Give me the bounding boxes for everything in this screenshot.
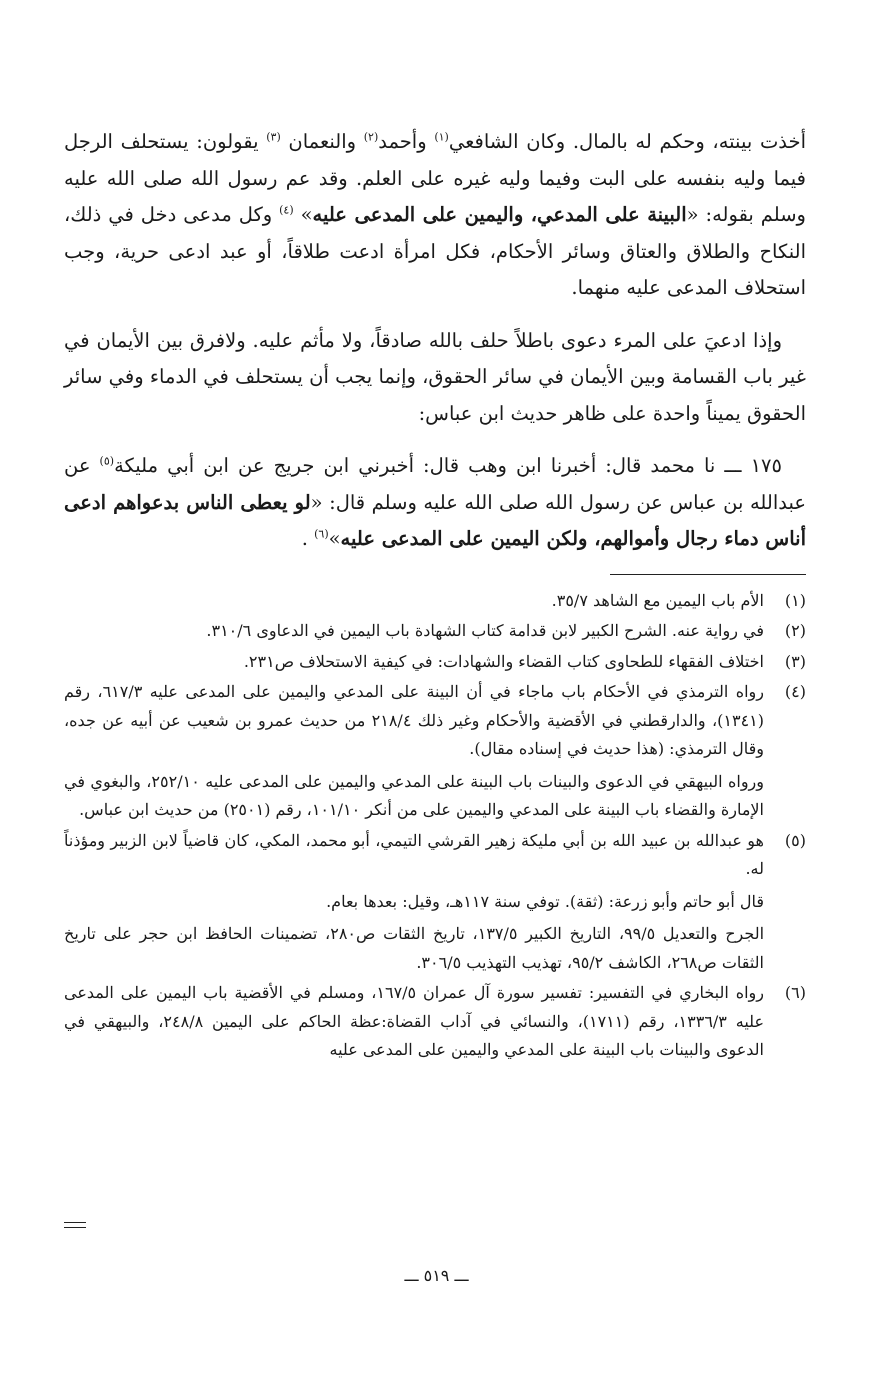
footnote-text: الجرح والتعديل ٩٩/٥، التاريخ الكبير ١٣٧/٥، تاريخ الثقات ص٢٨٠، تضمينات الحافظ ابن حجر على تاريخ الثقات ص٢٦٨، الكاشف ٩٥/٢، تهذيب التهذيب ٣٠٦/٥. — [64, 924, 765, 972]
paragraph-3: ١٧٥ ـــ نا محمد قال: أخبرنا ابن وهب قال: أخبرني ابن جريج عن ابن أبي مليكة$^{(٥)}$ عن عبدالله بن عباس عن رسول الله صلى الله عليه وسلم قال: «لو يعطى الناس بدعواهم ادعى أناس دماء رجال وأموالهم، ولكن اليمين على المدعى عليه»$^{(٦)}$ . — [64, 454, 806, 550]
paragraph-2: وإذا ادعيَ على المرء دعوى باطلاً حلف بالله صادقاً، ولا مأثم عليه. ولافرق بين الأيمان في غير باب القسامة وبين الأيمان في سائر الحقوق، وإنما يجب أن يستحلف في الدماء وفي سائر الحقوق يميناً واحدة على ظاهر حديث ابن عباس: — [64, 328, 806, 425]
footnote-text: ورواه البيهقي في الدعوى والبينات باب البينة على المدعي واليمين على المدعى عليه ٢٥٢/١٠، والبغوي في الإمارة والقضاء باب البينة على المدعي واليمين على من أنكر ١٠١/١٠، رقم (٢٥٠١) من حديث ابن عباس. — [64, 771, 765, 819]
footnote-body — [64, 617, 764, 646]
footnote-text: رواه الترمذي في الأحكام باب ماجاء في أن البينة على المدعي واليمين على المدعى عليه ٦١٧/٣، رقم (١٣٤١)، والدارقطني في الأقضية والأحكام وغير ذلك ٢١٨/٤ من حديث عمرو بن شعيب عن أبيه عن جده، وقال الترمذي: (هذا حديث في إسناده مقال). — [64, 682, 765, 758]
footnote — [64, 617, 806, 646]
footnote-body — [64, 648, 764, 677]
footnote — [64, 678, 806, 825]
footnote-body — [64, 979, 764, 1065]
footnote — [64, 587, 806, 616]
footnote-text: هو عبدالله بن عبيد الله بن أبي مليكة زهير القرشي التيمي، أبو محمد، المكي، كان قاضياً لابن الزبير ومؤذناً له. — [64, 830, 764, 878]
paragraph-1: أخذت بينته، وحكم له بالمال. وكان الشافعي$^{(١)}$ وأحمد$^{(٢)}$ والنعمان $^{(٣)}$ يقولون: يستحلف الرجل فيما وليه بنفسه على البت وفيما وليه غيره على العلم. وقد عم رسول الله صلى الله عليه وسلم بقوله: «البينة على المدعي، واليمين على المدعى عليه» $^{(٤)}$ وكل مدعى دخل في ذلك، النكاح والطلاق والعتاق وسائر الأحكام، فكل امرأة ادعت طلاقاً، أو عبد ادعى حرية، وجب استحلاف المدعى عليه منهما. — [64, 130, 807, 299]
main-text — [64, 124, 806, 558]
footnote-text: رواه البخاري في التفسير: تفسير سورة آل عمران ١٦٧/٥، ومسلم في الأقضية باب اليمين على المدعى عليه ١٣٣٦/٣، رقم (١٧١١)، والنسائي في آداب القضاة:عظة الحاكم على اليمين ٢٤٨/٨، والبيهقي في الدعوى والبينات باب البينة على المدعي واليمين على المدعى عليه — [64, 983, 765, 1059]
footnote — [64, 827, 806, 978]
footnote-number: (٤) — [784, 682, 806, 701]
footnote-separator — [610, 574, 806, 575]
footnote-number: (٦) — [784, 983, 806, 1002]
page-content — [64, 124, 806, 1067]
footnotes — [64, 587, 806, 1065]
footnote-text: الأم باب اليمين مع الشاهد ٣٥/٧. — [551, 590, 764, 610]
continuation-mark — [64, 1222, 86, 1232]
footnote-body — [64, 678, 764, 825]
page-number: ـــ ٥١٩ ـــ — [404, 1266, 469, 1285]
footnote — [64, 979, 806, 1065]
footnote-number: (٥) — [784, 830, 806, 850]
footnote-body — [64, 587, 764, 616]
footnote-text: قال أبو حاتم وأبو زرعة: (ثقة). توفي سنة ١١٧هـ، وقيل: بعدها بعام. — [326, 891, 764, 911]
footnote-number: (١) — [784, 590, 806, 610]
footnote-body — [64, 827, 764, 978]
footnote-text: في رواية عنه. الشرح الكبير لابن قدامة كتاب الشهادة باب اليمين في الدعاوى ٣١٠/٦. — [206, 621, 764, 640]
footnote-text: اختلاف الفقهاء للطحاوى كتاب القضاء والشهادات: في كيفية الاستحلاف ص٢٣١. — [243, 651, 764, 671]
footnote-number: (٣) — [784, 651, 806, 671]
footnote — [64, 648, 806, 677]
footnote-number: (٢) — [784, 621, 806, 640]
